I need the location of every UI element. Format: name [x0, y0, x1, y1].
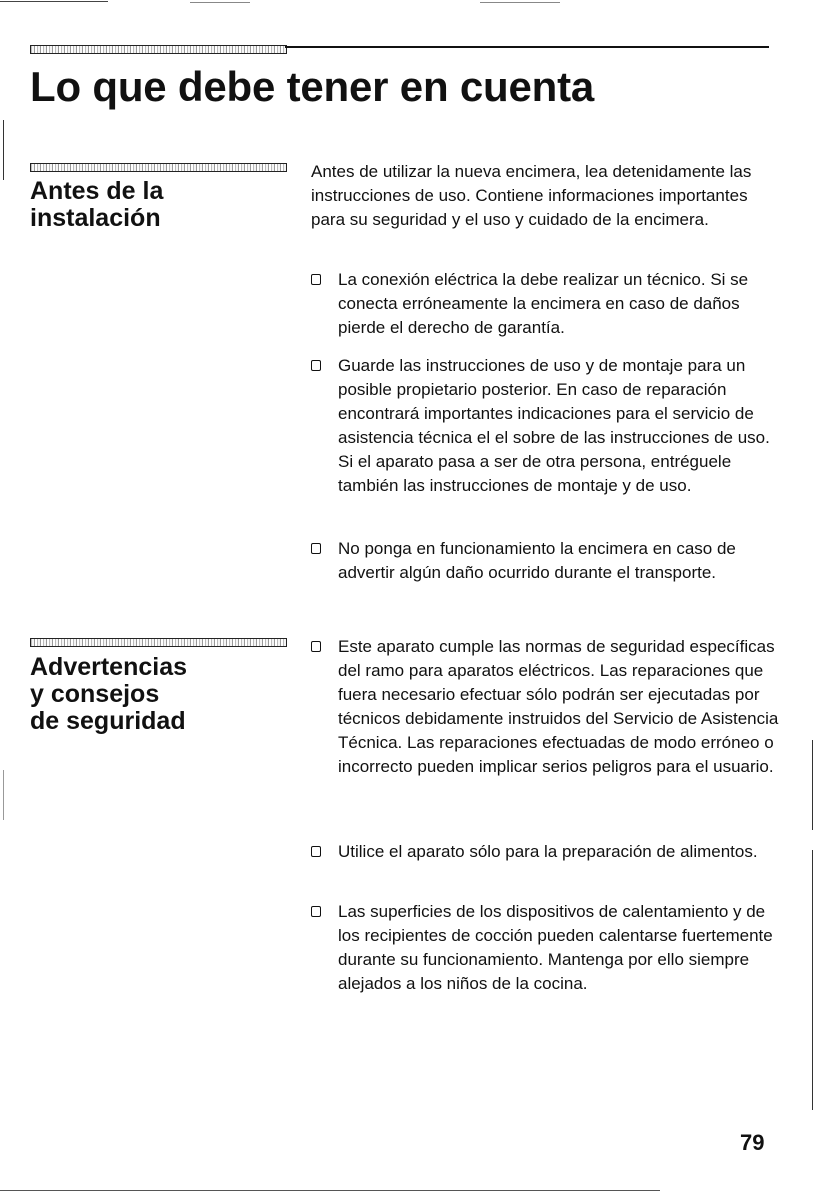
- right-margin-mark: [812, 740, 813, 830]
- title-rule: [285, 46, 769, 48]
- checkbox-bullet-icon: [311, 543, 321, 554]
- list-item: [311, 354, 781, 498]
- heading-line: Advertencias: [30, 653, 188, 681]
- list-item-text: Utilice el aparato sólo para la preparación de alimentos.: [338, 842, 758, 861]
- list-item-text: No ponga en funcionamiento la encimera en caso de advertir algún daño ocurrido durante el transporte.: [338, 539, 736, 582]
- top-scan-dash: [190, 2, 250, 3]
- checkbox-bullet-icon: [311, 846, 321, 857]
- checkbox-bullet-icon: [311, 360, 321, 371]
- heading-line: Antes de la: [30, 177, 164, 205]
- checkbox-bullet-icon: [311, 641, 321, 652]
- list-item: [311, 537, 781, 585]
- list-item-text: Las superficies de los dispositivos de calentamiento y de los recipientes de cocción pueden calentarse fuertemente durante su funcionamiento. Mantenga por ello siempre alejados a los niños de la cocina.: [338, 902, 773, 993]
- checkbox-bullet-icon: [311, 906, 321, 917]
- top-scan-line: [0, 1, 108, 2]
- heading-line: de seguridad: [30, 707, 186, 735]
- heading-line: y consejos: [30, 680, 160, 708]
- section-heading-installation: [30, 178, 163, 232]
- page-number: 79: [740, 1130, 765, 1155]
- bottom-scan-line: [0, 1190, 660, 1191]
- list-item: [311, 900, 781, 996]
- left-margin-mark: [3, 770, 4, 820]
- top-scan-dash: [480, 2, 560, 3]
- list-item: [311, 268, 781, 340]
- section-hatched-bar: [30, 638, 287, 647]
- list-item: [311, 840, 781, 864]
- page-title: Lo que debe tener en cuenta: [30, 63, 595, 110]
- section-heading-safety: [30, 654, 187, 735]
- heading-line: instalación: [30, 204, 161, 232]
- list-item-text: Este aparato cumple las normas de seguridad específicas del ramo para aparatos eléctricos. Las reparaciones que fuera necesario efectuar sólo podrán ser ejecutadas por técnicos debidamente instruidos del Servicio de Asistencia Técnica. Las reparaciones efectuadas de modo erróneo o incorrecto pueden implicar serios peligros para el usuario.: [338, 637, 779, 776]
- intro-paragraph: Antes de utilizar la nueva encimera, lea detenidamente las instrucciones de uso. Contiene informaciones importantes para su seguridad y el uso y cuidado de la encimera.: [311, 162, 752, 229]
- section-hatched-bar: [30, 163, 287, 172]
- list-item-text: La conexión eléctrica la debe realizar un técnico. Si se conecta erróneamente la encimera en caso de daños pierde el derecho de garantía.: [338, 270, 749, 337]
- right-margin-mark: [812, 850, 813, 1110]
- left-margin-mark: [3, 120, 4, 180]
- list-item-text: Guarde las instrucciones de uso y de montaje para un posible propietario posterior. En caso de reparación encontrará importantes indicaciones para el servicio de asistencia técnica el el sobre de las instrucciones de uso. Si el aparato pasa a ser de otra persona, entréguele también las instrucciones de montaje y de uso.: [338, 356, 770, 495]
- title-hatched-bar: [30, 45, 287, 54]
- checkbox-bullet-icon: [311, 274, 321, 285]
- list-item: [311, 635, 781, 779]
